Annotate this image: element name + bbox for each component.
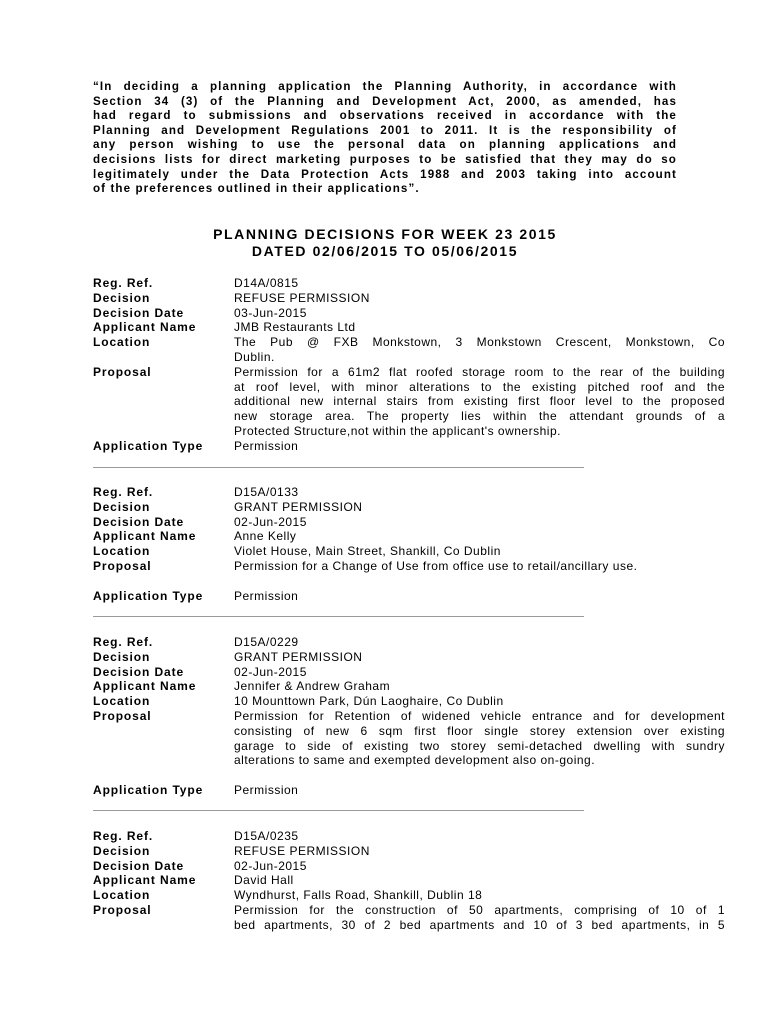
application-type-value: Permission <box>234 588 299 603</box>
proposal-line: consisting of new 6 sqm first floor single storey extension over existing <box>234 723 725 738</box>
proposal-value <box>234 559 725 574</box>
decision-date-label: Decision Date <box>93 858 185 873</box>
record-separator <box>93 467 584 468</box>
notice-line: Section 34 (3) of the Planning and Development Act, 2000, as amended, has <box>93 94 677 108</box>
proposal-label: Proposal <box>93 558 152 573</box>
location-label: Location <box>93 335 151 350</box>
applicant-name-label: Applicant Name <box>93 529 197 544</box>
location-value <box>234 335 725 365</box>
decision-label: Decision <box>93 649 151 664</box>
applicant-name-value: Anne Kelly <box>234 529 297 544</box>
page-subtitle-dates: DATED 02/06/2015 TO 05/06/2015 <box>251 243 519 259</box>
proposal-line: Protected Structure,not within the applicant's ownership. <box>234 423 561 438</box>
proposal-line: at roof level, with minor alterations to the existing pitched roof and the <box>234 379 725 394</box>
notice-line: legitimately under the Data Protection Acts 1988 and 2003 taking into account <box>93 167 677 181</box>
proposal-line: new storage area. The property lies within the attendant grounds of a <box>234 409 725 424</box>
reg-ref-value: D15A/0229 <box>234 635 299 649</box>
decision-date-label: Decision Date <box>93 514 185 529</box>
proposal-line: bed apartments, 30 of 2 bed apartments and 10 of 3 bed apartments, in 5 <box>234 917 725 932</box>
application-type-label: Application Type <box>93 438 204 453</box>
proposal-line: Permission for the construction of 50 apartments, comprising of 10 of 1 <box>234 902 725 917</box>
reg-ref-label: Reg. Ref. <box>93 485 154 499</box>
notice-line: Planning and Development Regulations 2001 to 2011. It is the responsibility of <box>93 123 677 137</box>
applicant-name-label: Applicant Name <box>93 873 197 888</box>
applicant-name-value: JMB Restaurants Ltd <box>234 320 356 335</box>
location-line: Wyndhurst, Falls Road, Shankill, Dublin 18 <box>234 888 483 903</box>
decision-date-label: Decision Date <box>93 305 185 320</box>
reg-ref-label: Reg. Ref. <box>93 276 154 290</box>
proposal-line: Permission for a Change of Use from office use to retail/ancillary use. <box>234 558 638 573</box>
location-label: Location <box>93 544 151 559</box>
proposal-value <box>234 903 725 933</box>
location-line: Violet House, Main Street, Shankill, Co Dublin <box>234 544 501 559</box>
location-label: Location <box>93 694 151 709</box>
decision-value: REFUSE PERMISSION <box>234 290 370 305</box>
applicant-name-value: Jennifer & Andrew Graham <box>234 679 391 694</box>
location-value <box>234 888 725 903</box>
decision-record <box>93 276 733 454</box>
application-type-value: Permission <box>234 438 299 453</box>
decision-date-value: 02-Jun-2015 <box>234 664 307 679</box>
proposal-line: Permission for a 61m2 flat roofed storage room to the rear of the building <box>234 364 725 379</box>
proposal-line: Permission for Retention of widened vehicle entrance and for development <box>234 708 725 723</box>
notice-line: any person wishing to use the personal data on planning applications and <box>93 138 677 152</box>
reg-ref-value: D15A/0133 <box>234 485 299 499</box>
location-value <box>234 544 725 559</box>
applicant-name-label: Applicant Name <box>93 679 197 694</box>
reg-ref-value: D14A/0815 <box>234 276 299 290</box>
decision-date-value: 03-Jun-2015 <box>234 305 307 320</box>
applicant-name-label: Applicant Name <box>93 320 197 335</box>
decision-value: GRANT PERMISSION <box>234 649 363 664</box>
record-separator <box>93 616 584 617</box>
decision-value: REFUSE PERMISSION <box>234 843 370 858</box>
proposal-line: garage to side of existing two storey semi-detached dwelling with sundry <box>234 738 725 753</box>
location-value <box>234 694 725 709</box>
reg-ref-value: D15A/0235 <box>234 829 299 843</box>
decision-value: GRANT PERMISSION <box>234 499 363 514</box>
decision-date-label: Decision Date <box>93 664 185 679</box>
application-type-label: Application Type <box>93 588 204 603</box>
decision-date-value: 02-Jun-2015 <box>234 514 307 529</box>
application-type-value: Permission <box>234 782 299 797</box>
page-title: PLANNING DECISIONS FOR WEEK 23 2015 <box>213 226 557 242</box>
decision-label: Decision <box>93 499 151 514</box>
reg-ref-label: Reg. Ref. <box>93 635 154 649</box>
notice-line: “In deciding a planning application the Planning Authority, in accordance with <box>93 80 677 93</box>
proposal-line: additional new internal stairs from existing first floor level to the proposed <box>234 394 725 409</box>
notice-line: of the preferences outlined in their applications”. <box>93 182 420 196</box>
record-separator <box>93 810 584 811</box>
applicant-name-value: David Hall <box>234 873 294 888</box>
notice-line: decisions lists for direct marketing purposes to be satisfied that they may do so <box>93 152 677 166</box>
decision-label: Decision <box>93 290 151 305</box>
location-line: The Pub @ FXB Monkstown, 3 Monkstown Crescent, Monkstown, Co <box>234 335 725 350</box>
proposal-line: alterations to same and exempted development also on-going. <box>234 753 596 768</box>
proposal-label: Proposal <box>93 902 152 917</box>
decision-date-value: 02-Jun-2015 <box>234 858 307 873</box>
proposal-value <box>234 709 725 768</box>
proposal-label: Proposal <box>93 364 152 379</box>
proposal-value <box>234 365 725 439</box>
data-protection-notice <box>93 80 677 197</box>
decision-record <box>93 635 733 798</box>
location-line: Dublin. <box>234 349 275 364</box>
reg-ref-label: Reg. Ref. <box>93 829 154 843</box>
location-line: 10 Mounttown Park, Dún Laoghaire, Co Dublin <box>234 694 504 709</box>
application-type-label: Application Type <box>93 782 204 797</box>
decision-record <box>93 485 733 603</box>
decision-record <box>93 829 733 933</box>
proposal-label: Proposal <box>93 708 152 723</box>
location-label: Location <box>93 888 151 903</box>
decision-label: Decision <box>93 843 151 858</box>
notice-line: had regard to submissions and observations received in accordance with the <box>93 109 677 123</box>
